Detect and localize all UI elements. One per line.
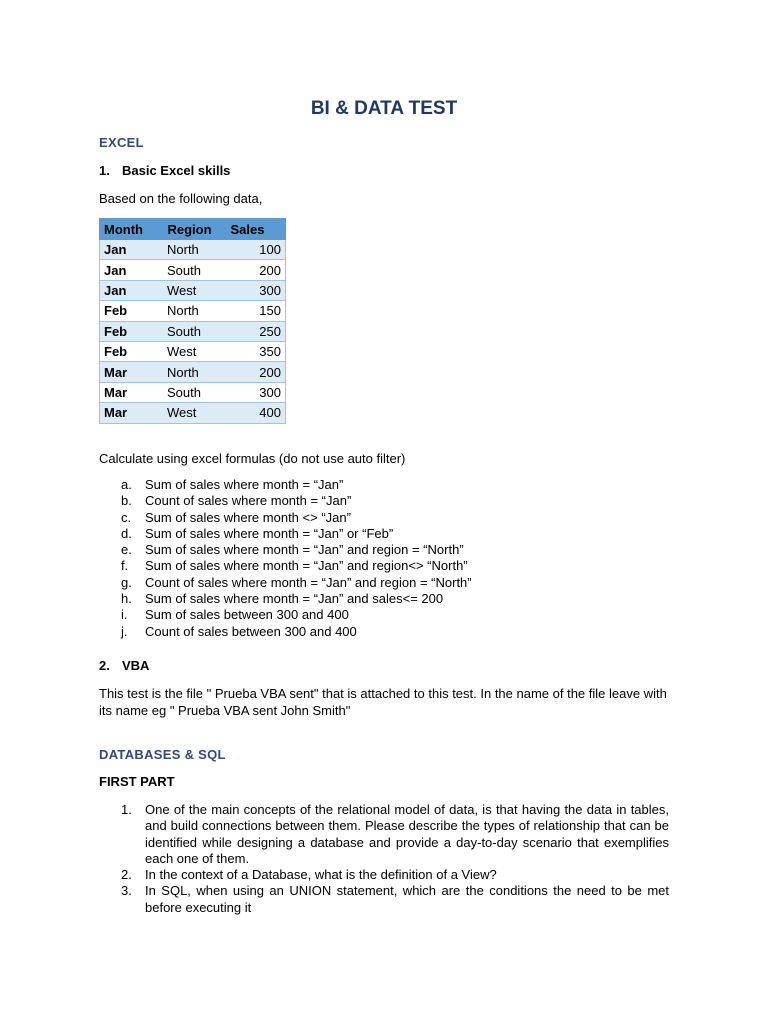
cell-sales: 200 — [226, 260, 286, 280]
sales-data-table — [99, 218, 286, 424]
list-marker: i. — [121, 607, 128, 623]
cell-sales: 400 — [226, 403, 286, 423]
cell-month: Jan — [100, 280, 164, 300]
cell-region: West — [163, 403, 226, 423]
list-item-text: Count of sales where month = “Jan” — [145, 493, 352, 509]
list-item-text: Count of sales where month = “Jan” and region = “North” — [145, 574, 472, 590]
cell-month: Jan — [100, 240, 164, 260]
cell-sales: 250 — [226, 321, 286, 341]
list-marker: 3. — [121, 883, 132, 899]
list-item — [121, 575, 472, 591]
cell-sales: 350 — [226, 341, 286, 361]
table-row — [100, 280, 286, 300]
list-item — [121, 802, 669, 867]
cell-sales: 200 — [226, 362, 286, 382]
table-header-row — [100, 219, 286, 240]
list-marker: c. — [121, 509, 132, 525]
excel-section-heading: EXCEL — [99, 135, 144, 150]
cell-region: North — [163, 301, 226, 321]
cell-region: South — [163, 321, 226, 341]
table-row — [100, 260, 286, 280]
list-item-text: Sum of sales where month = “Jan” and region<> “North” — [145, 558, 468, 574]
sql-section-heading: DATABASES & SQL — [99, 747, 226, 762]
sql-questions-list — [121, 802, 669, 916]
cell-region: West — [163, 280, 226, 300]
question-2-heading — [99, 658, 149, 673]
list-item-text: Sum of sales where month = “Jan” — [145, 477, 344, 492]
cell-month: Mar — [100, 382, 164, 402]
list-item — [121, 624, 472, 640]
list-item-text: Sum of sales where month <> “Jan” — [145, 509, 351, 525]
calc-intro-text: Calculate using excel formulas (do not use auto filter) — [99, 451, 406, 466]
table-row — [100, 240, 286, 260]
data-intro-text: Based on the following data, — [99, 191, 263, 206]
list-marker: b. — [121, 493, 132, 509]
cell-region: West — [163, 341, 226, 361]
question-1-number: 1. — [99, 163, 110, 178]
first-part-heading: FIRST PART — [99, 774, 175, 789]
list-item — [121, 526, 472, 542]
cell-region: North — [163, 240, 226, 260]
list-item — [121, 558, 472, 574]
list-item — [121, 607, 472, 623]
question-1-title: Basic Excel skills — [122, 163, 231, 178]
list-marker: e. — [121, 542, 132, 558]
list-item — [121, 867, 669, 883]
list-item — [121, 591, 472, 607]
vba-instructions: This test is the file " Prueba VBA sent" that is attached to this test. In the name of the file leave with its name eg " Prueba VBA sent John Smith" — [99, 686, 667, 718]
table-header-region: Region — [163, 219, 226, 240]
cell-month: Feb — [100, 321, 164, 341]
cell-month: Mar — [100, 362, 164, 382]
cell-month: Feb — [100, 341, 164, 361]
cell-sales: 100 — [226, 240, 286, 260]
list-item-text: In SQL, when using an UNION statement, which are the conditions the need to be met before executing it — [145, 883, 669, 915]
table-row — [100, 341, 286, 361]
list-marker: f. — [121, 558, 129, 574]
list-item — [121, 883, 669, 916]
list-marker: a. — [121, 477, 132, 492]
cell-region: South — [163, 382, 226, 402]
list-marker: 1. — [121, 802, 132, 817]
list-item-text: Sum of sales where month = “Jan” and sales<= 200 — [145, 591, 444, 607]
table-row — [100, 321, 286, 341]
question-1-heading — [99, 163, 230, 178]
table-row — [100, 362, 286, 382]
table-row — [100, 382, 286, 402]
table-row — [100, 403, 286, 423]
list-marker: d. — [121, 525, 132, 541]
list-item-text: Sum of sales where month = “Jan” and region = “North” — [145, 542, 464, 558]
list-item-text: Count of sales between 300 and 400 — [145, 623, 357, 639]
list-marker: g. — [121, 574, 132, 590]
list-item — [121, 477, 472, 493]
table-row — [100, 301, 286, 321]
list-item-text: Sum of sales where month = “Jan” or “Feb” — [145, 525, 394, 541]
list-item-text: Sum of sales between 300 and 400 — [145, 607, 349, 623]
cell-month: Feb — [100, 301, 164, 321]
cell-sales: 300 — [226, 382, 286, 402]
cell-region: North — [163, 362, 226, 382]
list-item-text: One of the main concepts of the relational model of data, is that having the data in tables, and build connections between them. Please describe the types of relationship that can be identified while designing a database and provide a day-to-day scenario that exemplifies each one of them. — [145, 802, 669, 866]
table-header-sales: Sales — [226, 219, 286, 240]
list-marker: h. — [121, 591, 132, 607]
cell-region: South — [163, 260, 226, 280]
cell-month: Jan — [100, 260, 164, 280]
question-2-number: 2. — [99, 658, 110, 673]
list-marker: j. — [121, 623, 128, 639]
question-2-title: VBA — [122, 658, 150, 673]
list-item — [121, 542, 472, 558]
table-header-month: Month — [100, 219, 164, 240]
list-item — [121, 510, 472, 526]
cell-sales: 300 — [226, 280, 286, 300]
excel-tasks-list — [121, 477, 472, 640]
list-item-text: In the context of a Database, what is the definition of a View? — [145, 867, 497, 883]
list-marker: 2. — [121, 867, 132, 883]
document-title: BI & DATA TEST — [310, 98, 458, 119]
cell-month: Mar — [100, 403, 164, 423]
list-item — [121, 493, 472, 509]
cell-sales: 150 — [226, 301, 286, 321]
